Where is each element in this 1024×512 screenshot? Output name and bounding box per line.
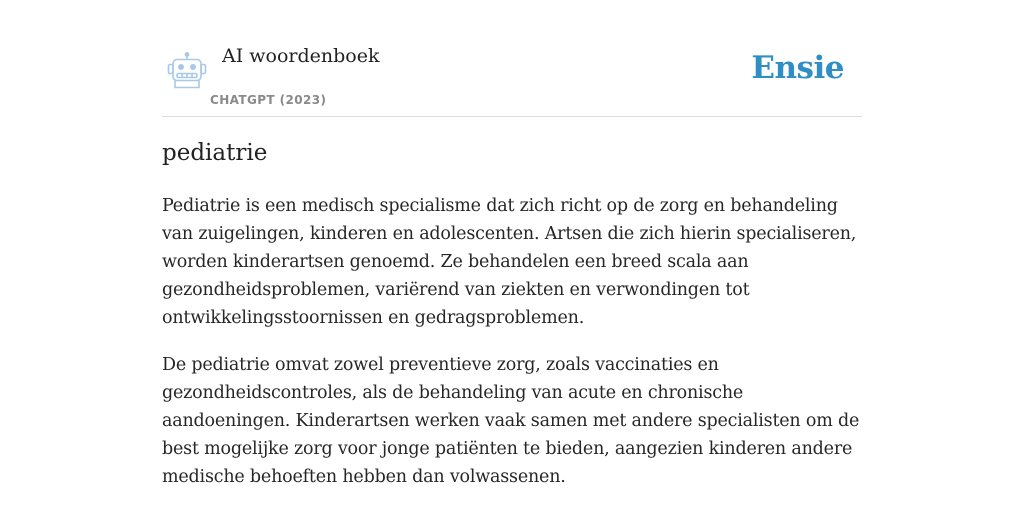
- definition-paragraph: Pediatrie is een medisch specialisme dat zich richt op de zorg en behandeling van zuigelingen, kinderen en adolescenten. Artsen die zich hierin specialiseren, worden kinderartsen genoemd. Ze behandelen een breed scala aan gezondheidsproblemen, variërend van ziekten en verwondingen tot ontwikkelingsstoornissen en gedragsproblemen.: [162, 196, 857, 328]
- brand-logo[interactable]: Ensie: [751, 50, 844, 86]
- dictionary-source: CHATGPT (2023): [210, 93, 327, 107]
- entry-definition: [162, 192, 862, 510]
- definition-paragraph: De pediatrie omvat zowel preventieve zorg, zoals vaccinaties en gezondheidscontroles, als de behandeling van acute en chronische aandoeningen. Kinderartsen werken vaak samen met andere specialisten om de best mogelijke zorg voor jonge patiënten te bieden, aangezien kinderen andere medische behoeften hebben dan volwassenen.: [162, 355, 860, 487]
- header: [162, 0, 862, 117]
- robot-icon: [166, 52, 208, 90]
- entry-term: pediatrie: [162, 140, 268, 166]
- dictionary-title: AI woordenboek: [222, 45, 380, 67]
